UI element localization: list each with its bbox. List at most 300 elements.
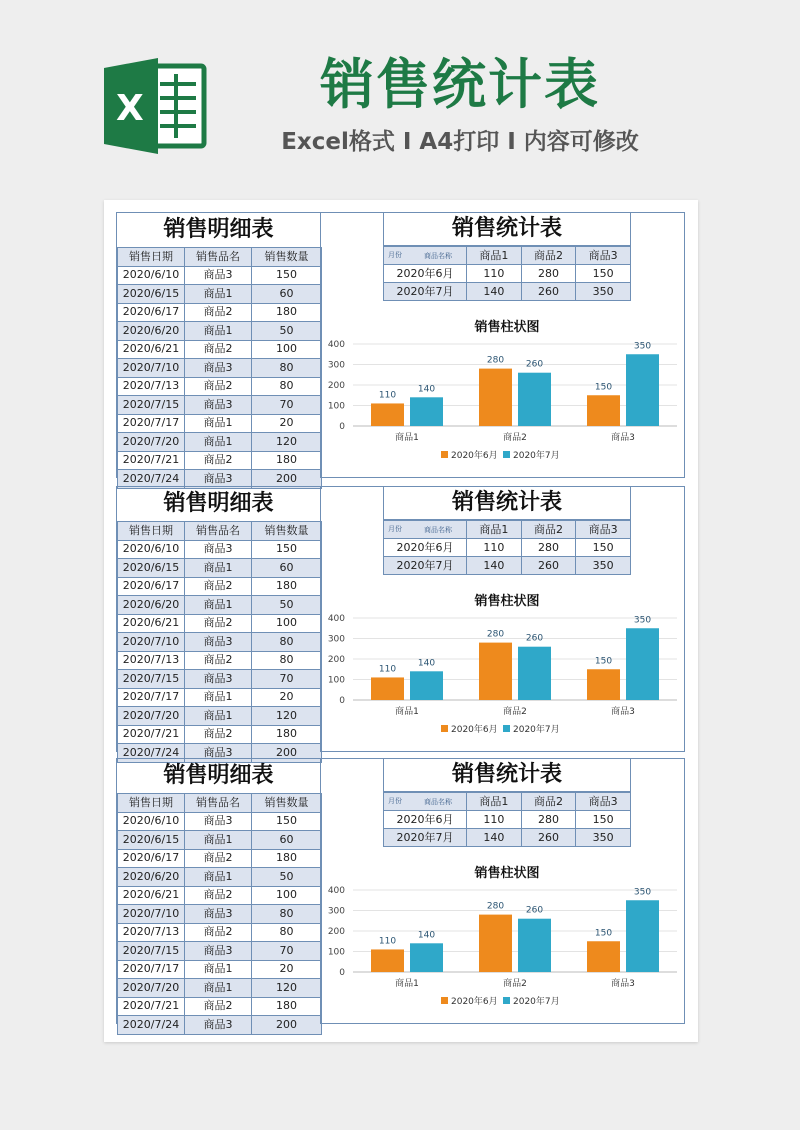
- stat-row-july: [384, 557, 631, 575]
- detail-row: [118, 359, 322, 378]
- detail-header-row: [118, 522, 322, 541]
- legend-swatch: [503, 725, 510, 732]
- detail-cell-date: 2020/7/13: [118, 377, 185, 396]
- bar-chart: [321, 880, 687, 1024]
- detail-row: [118, 979, 322, 998]
- detail-row: [118, 812, 322, 831]
- detail-cell-product: 商品1: [185, 960, 252, 979]
- detail-cell-quantity: 180: [252, 451, 322, 470]
- detail-row: [118, 905, 322, 924]
- stat-cell: 350: [576, 557, 631, 575]
- stat-cell: 140: [467, 829, 522, 847]
- page-title: 销售统计表: [320, 53, 600, 116]
- detail-cell-date: 2020/6/20: [118, 596, 185, 615]
- detail-cell-date: 2020/7/15: [118, 396, 185, 415]
- legend-label: 2020年7月: [513, 725, 560, 735]
- detail-cell-product: 商品2: [185, 340, 252, 359]
- detail-row: [118, 596, 322, 615]
- detail-cell-date: 2020/6/17: [118, 577, 185, 596]
- detail-cell-date: 2020/7/13: [118, 651, 185, 670]
- detail-cell-quantity: 50: [252, 868, 322, 887]
- detail-row: [118, 868, 322, 887]
- detail-header-date: 销售日期: [118, 248, 185, 267]
- stat-row-label: 2020年7月: [384, 283, 467, 301]
- y-tick-label: 400: [327, 886, 345, 896]
- bar-july: [518, 647, 551, 700]
- stat-header-row: [384, 247, 631, 265]
- stat-cell: 260: [521, 283, 576, 301]
- bar-data-label: 260: [525, 359, 544, 370]
- corner-label-month: 月份: [388, 797, 402, 805]
- corner-label-product: 商品名称: [424, 252, 452, 260]
- stat-cell: 260: [521, 557, 576, 575]
- detail-cell-product: 商品3: [185, 396, 252, 415]
- corner-label-month: 月份: [388, 525, 402, 533]
- detail-cell-quantity: 20: [252, 414, 322, 433]
- stat-row-label: 2020年7月: [384, 829, 467, 847]
- stat-table-title: 销售统计表: [383, 486, 631, 520]
- bar-data-label: 260: [525, 905, 544, 916]
- detail-header-quantity: 销售数量: [252, 522, 322, 541]
- stat-row-june: [384, 539, 631, 557]
- bar-july: [518, 373, 551, 426]
- detail-cell-product: 商品2: [185, 577, 252, 596]
- detail-cell-product: 商品3: [185, 359, 252, 378]
- summary-area: [320, 758, 687, 1024]
- bar-data-label: 110: [378, 664, 397, 675]
- detail-cell-date: 2020/7/17: [118, 414, 185, 433]
- detail-cell-quantity: 80: [252, 923, 322, 942]
- y-tick-label: 0: [339, 422, 345, 432]
- bar-data-label: 350: [633, 341, 652, 352]
- bar-data-label: 350: [633, 615, 652, 626]
- stat-header-product-3: 商品3: [576, 793, 631, 811]
- detail-cell-quantity: 200: [252, 1016, 322, 1035]
- detail-cell-product: 商品2: [185, 849, 252, 868]
- detail-cell-product: 商品3: [185, 540, 252, 559]
- detail-header-product: 销售品名: [185, 248, 252, 267]
- detail-cell-quantity: 70: [252, 942, 322, 961]
- detail-cell-quantity: 50: [252, 596, 322, 615]
- stat-cell: 260: [521, 829, 576, 847]
- legend-label: 2020年6月: [451, 451, 498, 461]
- bar-data-label: 140: [417, 658, 436, 669]
- stat-cell: 150: [576, 265, 631, 283]
- detail-cell-quantity: 80: [252, 633, 322, 652]
- x-category-label: 商品3: [611, 707, 635, 717]
- stat-cell: 350: [576, 829, 631, 847]
- detail-cell-product: 商品3: [185, 266, 252, 285]
- detail-table-title: 销售明细表: [117, 213, 321, 248]
- detail-cell-date: 2020/6/15: [118, 831, 185, 850]
- detail-row: [118, 688, 322, 707]
- detail-header-row: [118, 794, 322, 813]
- detail-cell-product: 商品3: [185, 470, 252, 489]
- detail-cell-quantity: 50: [252, 322, 322, 341]
- detail-cell-product: 商品1: [185, 322, 252, 341]
- bar-data-label: 260: [525, 633, 544, 644]
- corner-label-product: 商品名称: [424, 798, 452, 806]
- stat-table-title: 销售统计表: [383, 212, 631, 246]
- bar-july: [626, 628, 659, 700]
- report-block: [116, 758, 685, 1031]
- detail-row: [118, 725, 322, 744]
- detail-cell-date: 2020/7/15: [118, 942, 185, 961]
- x-category-label: 商品3: [611, 979, 635, 989]
- stat-row-label: 2020年6月: [384, 265, 467, 283]
- bar-data-label: 140: [417, 384, 436, 395]
- detail-cell-date: 2020/6/21: [118, 340, 185, 359]
- detail-cell-date: 2020/7/21: [118, 451, 185, 470]
- y-tick-label: 200: [327, 381, 345, 391]
- corner-label-month: 月份: [388, 251, 402, 259]
- detail-cell-product: 商品3: [185, 633, 252, 652]
- detail-cell-quantity: 200: [252, 470, 322, 489]
- y-tick-label: 0: [339, 968, 345, 978]
- bar-june: [479, 915, 512, 972]
- detail-cell-quantity: 120: [252, 707, 322, 726]
- bar-july: [626, 900, 659, 972]
- y-tick-label: 200: [327, 655, 345, 665]
- detail-cell-product: 商品3: [185, 812, 252, 831]
- detail-cell-quantity: 100: [252, 340, 322, 359]
- bar-chart: [321, 608, 687, 752]
- stat-cell: 140: [467, 283, 522, 301]
- detail-cell-date: 2020/7/21: [118, 997, 185, 1016]
- detail-table-title: 销售明细表: [117, 487, 321, 522]
- detail-cell-product: 商品3: [185, 905, 252, 924]
- detail-row: [118, 540, 322, 559]
- detail-cell-quantity: 70: [252, 396, 322, 415]
- detail-cell-quantity: 180: [252, 997, 322, 1016]
- y-tick-label: 100: [327, 675, 345, 686]
- detail-cell-quantity: 180: [252, 725, 322, 744]
- stat-row-label: 2020年6月: [384, 539, 467, 557]
- stat-header-product-2: 商品2: [521, 521, 576, 539]
- detail-cell-product: 商品1: [185, 688, 252, 707]
- detail-cell-product: 商品1: [185, 414, 252, 433]
- detail-cell-quantity: 60: [252, 285, 322, 304]
- bar-june: [371, 403, 404, 426]
- detail-cell-product: 商品2: [185, 614, 252, 633]
- stat-cell: 110: [467, 539, 522, 557]
- page-subtitle: Excel格式 I A4打印 I 内容可修改: [281, 129, 639, 155]
- detail-row: [118, 396, 322, 415]
- detail-table: [117, 793, 322, 1035]
- bar-data-label: 150: [594, 656, 613, 667]
- detail-cell-quantity: 120: [252, 433, 322, 452]
- detail-cell-product: 商品1: [185, 979, 252, 998]
- detail-cell-date: 2020/6/15: [118, 559, 185, 578]
- detail-cell-date: 2020/7/24: [118, 470, 185, 489]
- stat-row-july: [384, 829, 631, 847]
- bar-june: [479, 369, 512, 426]
- stat-header-product-2: 商品2: [521, 247, 576, 265]
- detail-header-date: 销售日期: [118, 794, 185, 813]
- detail-cell-quantity: 120: [252, 979, 322, 998]
- legend-label: 2020年7月: [513, 997, 560, 1007]
- stat-table: [383, 246, 631, 301]
- stat-row-june: [384, 811, 631, 829]
- bar-july: [410, 671, 443, 700]
- bar-june: [587, 941, 620, 972]
- detail-cell-quantity: 60: [252, 559, 322, 578]
- detail-cell-product: 商品2: [185, 886, 252, 905]
- report-block: [116, 486, 685, 759]
- y-tick-label: 100: [327, 947, 345, 958]
- summary-area: [320, 486, 687, 752]
- legend-swatch: [441, 997, 448, 1004]
- detail-cell-date: 2020/7/10: [118, 633, 185, 652]
- detail-row: [118, 285, 322, 304]
- detail-cell-product: 商品2: [185, 451, 252, 470]
- detail-cell-date: 2020/6/15: [118, 285, 185, 304]
- bar-july: [518, 919, 551, 972]
- detail-cell-date: 2020/6/20: [118, 322, 185, 341]
- detail-cell-product: 商品2: [185, 377, 252, 396]
- y-tick-label: 300: [327, 634, 345, 645]
- excel-logo-letter: X: [116, 88, 144, 129]
- stat-row-june: [384, 265, 631, 283]
- chart-title: 销售柱状图: [474, 866, 540, 881]
- detail-cell-product: 商品2: [185, 997, 252, 1016]
- detail-cell-date: 2020/6/20: [118, 868, 185, 887]
- detail-cell-product: 商品1: [185, 707, 252, 726]
- stat-cell: 280: [521, 265, 576, 283]
- a4-sheet-preview: [104, 200, 698, 1042]
- detail-row: [118, 303, 322, 322]
- y-tick-label: 400: [327, 614, 345, 624]
- detail-cell-date: 2020/7/20: [118, 979, 185, 998]
- detail-cell-date: 2020/7/24: [118, 1016, 185, 1035]
- stat-header-row: [384, 521, 631, 539]
- detail-cell-date: 2020/7/13: [118, 923, 185, 942]
- detail-cell-product: 商品1: [185, 596, 252, 615]
- detail-cell-product: 商品2: [185, 303, 252, 322]
- bar-data-label: 150: [594, 382, 613, 393]
- bar-june: [371, 949, 404, 972]
- stat-cell: 110: [467, 811, 522, 829]
- detail-header-row: [118, 248, 322, 267]
- corner-label-product: 商品名称: [424, 526, 452, 534]
- detail-row: [118, 559, 322, 578]
- detail-row: [118, 997, 322, 1016]
- detail-cell-product: 商品2: [185, 651, 252, 670]
- detail-row: [118, 942, 322, 961]
- detail-cell-product: 商品3: [185, 670, 252, 689]
- detail-cell-quantity: 150: [252, 266, 322, 285]
- detail-cell-product: 商品1: [185, 831, 252, 850]
- legend-swatch: [503, 997, 510, 1004]
- stat-header-row: [384, 793, 631, 811]
- detail-cell-product: 商品3: [185, 1016, 252, 1035]
- detail-cell-date: 2020/6/10: [118, 266, 185, 285]
- stat-corner-cell: [384, 247, 467, 265]
- detail-cell-quantity: 200: [252, 744, 322, 763]
- detail-table-title: 销售明细表: [117, 759, 321, 794]
- detail-row: [118, 633, 322, 652]
- detail-table: [117, 247, 322, 489]
- stat-row-label: 2020年7月: [384, 557, 467, 575]
- bar-data-label: 110: [378, 936, 397, 947]
- y-tick-label: 0: [339, 696, 345, 706]
- detail-row: [118, 340, 322, 359]
- legend-label: 2020年7月: [513, 451, 560, 461]
- y-tick-label: 300: [327, 906, 345, 917]
- x-category-label: 商品1: [395, 979, 419, 989]
- chart-title: 销售柱状图: [474, 320, 540, 335]
- stat-cell: 110: [467, 265, 522, 283]
- stat-table-title: 销售统计表: [383, 758, 631, 792]
- detail-cell-date: 2020/7/17: [118, 688, 185, 707]
- detail-cell-date: 2020/6/10: [118, 812, 185, 831]
- detail-cell-quantity: 180: [252, 303, 322, 322]
- detail-cell-product: 商品1: [185, 285, 252, 304]
- detail-cell-date: 2020/7/10: [118, 359, 185, 378]
- stat-cell: 280: [521, 539, 576, 557]
- bar-data-label: 150: [594, 928, 613, 939]
- detail-cell-quantity: 150: [252, 812, 322, 831]
- bar-data-label: 280: [486, 629, 505, 640]
- bar-chart: [321, 334, 687, 478]
- detail-row: [118, 577, 322, 596]
- stat-cell: 150: [576, 539, 631, 557]
- bar-july: [626, 354, 659, 426]
- detail-cell-date: 2020/6/21: [118, 614, 185, 633]
- detail-cell-quantity: 180: [252, 849, 322, 868]
- bar-july: [410, 943, 443, 972]
- detail-cell-quantity: 150: [252, 540, 322, 559]
- x-category-label: 商品1: [395, 433, 419, 443]
- legend-swatch: [441, 451, 448, 458]
- stat-header-product-3: 商品3: [576, 247, 631, 265]
- y-tick-label: 300: [327, 360, 345, 371]
- detail-cell-product: 商品2: [185, 725, 252, 744]
- detail-cell-quantity: 20: [252, 688, 322, 707]
- detail-row: [118, 886, 322, 905]
- legend-label: 2020年6月: [451, 997, 498, 1007]
- detail-cell-product: 商品1: [185, 433, 252, 452]
- x-category-label: 商品3: [611, 433, 635, 443]
- stat-corner-cell: [384, 521, 467, 539]
- detail-cell-date: 2020/6/21: [118, 886, 185, 905]
- bar-data-label: 350: [633, 887, 652, 898]
- detail-row: [118, 377, 322, 396]
- detail-cell-quantity: 70: [252, 670, 322, 689]
- y-tick-label: 100: [327, 401, 345, 412]
- detail-cell-quantity: 20: [252, 960, 322, 979]
- stat-table: [383, 520, 631, 575]
- detail-cell-date: 2020/7/21: [118, 725, 185, 744]
- detail-row: [118, 707, 322, 726]
- detail-cell-product: 商品2: [185, 923, 252, 942]
- detail-table: [117, 521, 322, 763]
- stat-cell: 350: [576, 283, 631, 301]
- bar-june: [587, 669, 620, 700]
- detail-cell-date: 2020/6/17: [118, 849, 185, 868]
- x-category-label: 商品2: [503, 707, 527, 717]
- detail-row: [118, 433, 322, 452]
- detail-cell-product: 商品1: [185, 559, 252, 578]
- bar-june: [587, 395, 620, 426]
- detail-row: [118, 831, 322, 850]
- detail-header-quantity: 销售数量: [252, 248, 322, 267]
- detail-row: [118, 651, 322, 670]
- stat-header-product-1: 商品1: [467, 247, 522, 265]
- detail-cell-date: 2020/7/10: [118, 905, 185, 924]
- stat-row-july: [384, 283, 631, 301]
- legend-swatch: [441, 725, 448, 732]
- detail-row: [118, 849, 322, 868]
- detail-cell-quantity: 80: [252, 359, 322, 378]
- detail-row: [118, 266, 322, 285]
- detail-cell-quantity: 80: [252, 651, 322, 670]
- detail-header-date: 销售日期: [118, 522, 185, 541]
- report-block: [116, 212, 685, 485]
- detail-cell-quantity: 80: [252, 377, 322, 396]
- detail-cell-date: 2020/7/20: [118, 433, 185, 452]
- detail-cell-quantity: 180: [252, 577, 322, 596]
- bar-june: [479, 643, 512, 700]
- detail-row: [118, 322, 322, 341]
- bar-data-label: 280: [486, 355, 505, 366]
- detail-cell-date: 2020/7/15: [118, 670, 185, 689]
- bar-data-label: 280: [486, 901, 505, 912]
- stat-cell: 280: [521, 811, 576, 829]
- detail-row: [118, 960, 322, 979]
- bar-data-label: 110: [378, 390, 397, 401]
- y-tick-label: 400: [327, 340, 345, 350]
- detail-header-product: 销售品名: [185, 522, 252, 541]
- stat-cell: 140: [467, 557, 522, 575]
- detail-header-product: 销售品名: [185, 794, 252, 813]
- detail-row: [118, 923, 322, 942]
- detail-cell-date: 2020/7/24: [118, 744, 185, 763]
- detail-cell-product: 商品3: [185, 744, 252, 763]
- detail-cell-product: 商品3: [185, 942, 252, 961]
- stat-corner-cell: [384, 793, 467, 811]
- x-category-label: 商品2: [503, 433, 527, 443]
- stat-header-product-2: 商品2: [521, 793, 576, 811]
- detail-row: [118, 414, 322, 433]
- stat-table: [383, 792, 631, 847]
- legend-swatch: [503, 451, 510, 458]
- bar-june: [371, 677, 404, 700]
- detail-row: [118, 614, 322, 633]
- detail-cell-date: 2020/6/17: [118, 303, 185, 322]
- excel-logo-icon: [100, 56, 208, 156]
- detail-row: [118, 670, 322, 689]
- x-category-label: 商品1: [395, 707, 419, 717]
- chart-title: 销售柱状图: [474, 594, 540, 609]
- detail-cell-quantity: 100: [252, 886, 322, 905]
- detail-cell-product: 商品1: [185, 868, 252, 887]
- stat-row-label: 2020年6月: [384, 811, 467, 829]
- x-category-label: 商品2: [503, 979, 527, 989]
- detail-row: [118, 1016, 322, 1035]
- detail-cell-date: 2020/6/10: [118, 540, 185, 559]
- detail-cell-date: 2020/7/20: [118, 707, 185, 726]
- detail-cell-date: 2020/7/17: [118, 960, 185, 979]
- summary-area: [320, 212, 687, 478]
- bar-july: [410, 397, 443, 426]
- y-tick-label: 200: [327, 927, 345, 937]
- detail-cell-quantity: 100: [252, 614, 322, 633]
- stat-header-product-1: 商品1: [467, 793, 522, 811]
- stat-header-product-3: 商品3: [576, 521, 631, 539]
- legend-label: 2020年6月: [451, 725, 498, 735]
- bar-data-label: 140: [417, 930, 436, 941]
